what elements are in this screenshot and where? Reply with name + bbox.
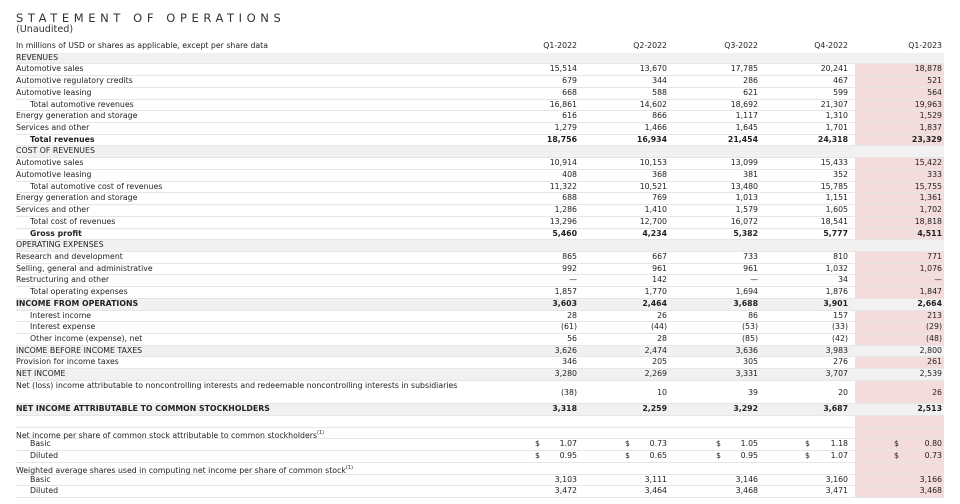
q1-2023-highlight	[855, 428, 944, 439]
value-cell-q4-2022: 1,032	[825, 263, 848, 273]
value-cell-q4-2022: 20,241	[820, 64, 848, 74]
value-cell-q1-2022: 3,603	[552, 298, 577, 308]
row-label	[16, 193, 476, 204]
value-cell-q2-2022: 205	[652, 357, 667, 367]
value-cell-q3-2022: —	[750, 275, 758, 285]
table-row	[16, 76, 944, 88]
value-cell-q4-2022: 1.18	[830, 439, 848, 449]
value-cell-q3-2022: 1,579	[735, 205, 758, 215]
table-row	[16, 346, 944, 358]
value-cell-q2-2022: 1,410	[644, 205, 667, 215]
row-label-text: Automotive sales	[16, 158, 84, 168]
value-cell-q3-2022: 0.95	[740, 451, 758, 461]
column-header-q2-2022: Q2-2022	[633, 41, 667, 50]
row-label-text: Basic	[30, 474, 51, 484]
row-label-text: NET INCOME ATTRIBUTABLE TO COMMON STOCKHOLDERS	[16, 404, 270, 414]
value-cell-q1-2022: 1.07	[559, 439, 577, 449]
row-label	[16, 382, 476, 390]
value-cell-q1-2022: 5,460	[552, 228, 577, 238]
currency-symbol: $	[805, 439, 810, 449]
row-label-text: Energy generation and storage	[16, 111, 138, 121]
value-cell-q1-2023: 1,702	[919, 205, 942, 215]
units-note: In millions of USD or shares as applicable, except per share data	[16, 41, 269, 50]
table-row	[16, 88, 944, 100]
row-label-text: COST OF REVENUES	[16, 146, 95, 156]
value-cell-q1-2022: 668	[562, 87, 577, 97]
value-cell-q3-2022: 86	[748, 310, 758, 320]
value-cell-q1-2022: 10,914	[549, 158, 577, 168]
spacer-row	[16, 416, 944, 428]
value-cell-q2-2022: 344	[652, 76, 667, 86]
value-cell-q1-2023: 0.73	[924, 451, 942, 461]
row-label	[16, 76, 476, 87]
value-cell-q1-2022: 3,626	[554, 345, 577, 355]
value-cell-q2-2022: 2,464	[642, 298, 667, 308]
value-cell-q2-2022: 4,234	[642, 228, 667, 238]
value-cell-q4-2022: 1,605	[825, 205, 848, 215]
row-label	[30, 311, 490, 322]
row-label	[16, 275, 476, 286]
row-label-text: Total operating expenses	[30, 287, 128, 297]
currency-symbol: $	[716, 439, 721, 449]
q1-2023-highlight	[855, 416, 944, 427]
row-label-text: OPERATING EXPENSES	[16, 240, 104, 250]
footnote-marker: (1)	[317, 429, 325, 436]
value-cell-q1-2022: 28	[567, 310, 577, 320]
value-cell-q2-2022: 10	[657, 387, 667, 397]
value-cell-q1-2023: 1,847	[919, 287, 942, 297]
table-row	[16, 475, 944, 487]
footnote-marker: (1)	[345, 464, 353, 471]
table-row	[16, 158, 944, 170]
row-label-text: Total cost of revenues	[30, 216, 116, 226]
value-cell-q4-2022: 34	[838, 275, 848, 285]
value-cell-q2-2022: 26	[657, 310, 667, 320]
value-cell-q4-2022: 3,471	[825, 486, 848, 496]
value-cell-q2-2022: 1,466	[644, 123, 667, 133]
value-cell-q2-2022: 2,269	[644, 369, 667, 379]
value-cell-q1-2023: 3,468	[919, 486, 942, 496]
value-cell-q1-2022: 1,286	[554, 205, 577, 215]
value-cell-q2-2022: 2,474	[644, 345, 667, 355]
value-cell-q4-2022: 3,707	[825, 369, 848, 379]
value-cell-q1-2022: 16,861	[549, 99, 577, 109]
table-row	[16, 381, 944, 404]
value-cell-q2-2022: 2,259	[642, 404, 667, 414]
row-label-text: INCOME FROM OPERATIONS	[16, 298, 139, 308]
value-cell-q2-2022: 3,464	[644, 486, 667, 496]
value-cell-q3-2022: 1.05	[740, 439, 758, 449]
row-label	[16, 299, 476, 310]
value-cell-q4-2022: 15,433	[820, 158, 848, 168]
row-label-text: Net income per share of common stock attributable to common stockholders	[16, 430, 318, 440]
row-label	[16, 357, 476, 368]
row-label	[16, 146, 476, 157]
value-cell-q1-2023: 564	[927, 87, 942, 97]
row-label-text: Basic	[30, 439, 51, 449]
value-cell-q1-2023: 2,513	[917, 404, 942, 414]
value-cell-q3-2022: 733	[743, 251, 758, 261]
row-label	[30, 439, 490, 450]
row-label-text: Services and other	[16, 205, 90, 215]
row-label	[16, 111, 476, 122]
value-cell-q2-2022: (44)	[650, 322, 667, 332]
table-row	[16, 428, 944, 440]
row-label	[30, 486, 490, 497]
row-label	[30, 217, 490, 228]
value-cell-q1-2023: 1,529	[919, 111, 942, 121]
value-cell-q1-2022: 679	[562, 76, 577, 86]
value-cell-q2-2022: 1,770	[644, 287, 667, 297]
row-label	[30, 135, 490, 146]
row-label-text: Other income (expense), net	[30, 333, 143, 343]
row-label	[30, 182, 490, 193]
value-cell-q3-2022: 1,694	[735, 287, 758, 297]
row-label-text: Gross profit	[30, 228, 82, 238]
value-cell-q4-2022: 5,777	[823, 228, 848, 238]
value-cell-q2-2022: 866	[652, 111, 667, 121]
table-row	[16, 463, 944, 475]
row-label	[30, 475, 490, 486]
value-cell-q3-2022: 39	[748, 387, 758, 397]
value-cell-q4-2022: 467	[833, 76, 848, 86]
table-row	[16, 123, 944, 135]
value-cell-q4-2022: 1,876	[825, 287, 848, 297]
value-cell-q2-2022: 28	[657, 333, 667, 343]
value-cell-q4-2022: 1.07	[830, 451, 848, 461]
value-cell-q1-2023: 0.80	[924, 439, 942, 449]
value-cell-q2-2022: 0.73	[649, 439, 667, 449]
value-cell-q1-2022: 56	[567, 333, 577, 343]
value-cell-q1-2023: 2,539	[919, 369, 942, 379]
value-cell-q4-2022: 276	[833, 357, 848, 367]
value-cell-q3-2022: 381	[743, 169, 758, 179]
currency-symbol: $	[535, 451, 540, 461]
table-row	[16, 299, 944, 311]
value-cell-q1-2023: (48)	[925, 333, 942, 343]
value-cell-q2-2022: 10,153	[639, 158, 667, 168]
row-label-text: Total revenues	[30, 134, 95, 144]
table-row	[16, 64, 944, 76]
value-cell-q2-2022: 0.65	[649, 451, 667, 461]
value-cell-q4-2022: 24,318	[817, 134, 848, 144]
value-cell-q3-2022: 18,692	[730, 99, 758, 109]
row-label	[30, 334, 490, 345]
table-row	[16, 252, 944, 264]
value-cell-q1-2022: 1,857	[554, 287, 577, 297]
table-row	[16, 111, 944, 123]
table-row	[16, 439, 944, 451]
row-label	[16, 404, 476, 415]
value-cell-q1-2023: 2,664	[917, 298, 942, 308]
table-row	[16, 404, 944, 416]
row-label-text: Automotive leasing	[16, 87, 92, 97]
value-cell-q3-2022: 3,468	[735, 486, 758, 496]
currency-symbol: $	[805, 451, 810, 461]
value-cell-q1-2023: 1,361	[919, 193, 942, 203]
value-cell-q2-2022: 16,934	[636, 134, 667, 144]
value-cell-q4-2022: 18,541	[820, 216, 848, 226]
value-cell-q3-2022: 1,013	[735, 193, 758, 203]
value-cell-q1-2023: 771	[927, 251, 942, 261]
row-label-text: Services and other	[16, 123, 90, 133]
value-cell-q1-2023: 15,755	[914, 181, 942, 191]
value-cell-q3-2022: 3,636	[735, 345, 758, 355]
value-cell-q3-2022: 3,292	[733, 404, 758, 414]
row-label	[16, 158, 476, 169]
value-cell-q4-2022: (33)	[831, 322, 848, 332]
value-cell-q4-2022: 810	[833, 251, 848, 261]
row-label	[16, 346, 476, 357]
value-cell-q1-2023: 521	[927, 76, 942, 86]
table-row	[16, 135, 944, 147]
value-cell-q1-2022: 0.95	[559, 451, 577, 461]
value-cell-q1-2023: 3,166	[919, 474, 942, 484]
row-label-text: Automotive sales	[16, 64, 84, 74]
column-header-q3-2022: Q3-2022	[724, 41, 758, 50]
row-label-text: NET INCOME	[16, 369, 66, 379]
currency-symbol: $	[894, 439, 899, 449]
row-label-text: Interest expense	[30, 322, 96, 332]
value-cell-q4-2022: (42)	[831, 333, 848, 343]
value-cell-q4-2022: 20	[838, 387, 848, 397]
value-cell-q2-2022: 3,111	[644, 474, 667, 484]
table-row	[16, 170, 944, 182]
value-cell-q1-2023: 1,837	[919, 123, 942, 133]
row-label	[16, 205, 476, 216]
value-cell-q3-2022: 1,645	[735, 123, 758, 133]
currency-symbol: $	[716, 451, 721, 461]
table-header-row	[16, 41, 944, 53]
value-cell-q4-2022: 1,310	[825, 111, 848, 121]
value-cell-q1-2023: 18,878	[914, 64, 942, 74]
value-cell-q3-2022: (85)	[741, 333, 758, 343]
table-body	[16, 53, 944, 498]
value-cell-q1-2022: 408	[562, 169, 577, 179]
table-row	[16, 205, 944, 217]
value-cell-q1-2022: 865	[562, 251, 577, 261]
column-header-q1-2022: Q1-2022	[543, 41, 577, 50]
value-cell-q1-2022: 3,318	[552, 404, 577, 414]
value-cell-q2-2022: 14,602	[639, 99, 667, 109]
row-label-text: Diluted	[30, 486, 59, 496]
statement-title: STATEMENT OF OPERATIONS	[16, 11, 286, 25]
value-cell-q3-2022: 621	[743, 87, 758, 97]
table-row	[16, 264, 944, 276]
value-cell-q1-2023: (29)	[925, 322, 942, 332]
value-cell-q1-2023: 1,076	[919, 263, 942, 273]
value-cell-q3-2022: 5,382	[733, 228, 758, 238]
value-cell-q2-2022: 588	[652, 87, 667, 97]
table-row	[16, 193, 944, 205]
value-cell-q2-2022: 769	[652, 193, 667, 203]
row-label-text: Total automotive revenues	[30, 99, 134, 109]
row-label-text: REVENUES	[16, 52, 59, 62]
value-cell-q3-2022: 1,117	[735, 111, 758, 121]
row-label	[16, 264, 476, 275]
value-cell-q1-2022: 3,472	[554, 486, 577, 496]
value-cell-q1-2023: 2,800	[919, 345, 942, 355]
row-label-text: Diluted	[30, 451, 59, 461]
row-label	[16, 123, 476, 134]
table-row	[16, 311, 944, 323]
section-header-row	[16, 53, 944, 65]
table-row	[16, 217, 944, 229]
value-cell-q1-2022: (38)	[560, 387, 577, 397]
value-cell-q1-2023: 261	[927, 357, 942, 367]
value-cell-q1-2022: 992	[562, 263, 577, 273]
value-cell-q1-2023: 333	[927, 169, 942, 179]
value-cell-q1-2023: 23,329	[911, 134, 942, 144]
value-cell-q4-2022: 352	[833, 169, 848, 179]
value-cell-q3-2022: 3,146	[735, 474, 758, 484]
row-label	[16, 88, 476, 99]
value-cell-q1-2023: 18,818	[914, 216, 942, 226]
value-cell-q1-2022: 11,322	[549, 181, 577, 191]
row-label	[16, 170, 476, 181]
table-row	[16, 322, 944, 334]
value-cell-q4-2022: 3,687	[823, 404, 848, 414]
value-cell-q1-2023: 4,511	[917, 228, 942, 238]
currency-symbol: $	[625, 439, 630, 449]
currency-symbol: $	[625, 451, 630, 461]
value-cell-q3-2022: 961	[743, 263, 758, 273]
value-cell-q3-2022: 3,331	[735, 369, 758, 379]
row-label	[30, 451, 490, 462]
table-row	[16, 287, 944, 299]
table-row	[16, 229, 944, 241]
row-label-text: Automotive leasing	[16, 169, 92, 179]
q1-2023-highlight	[855, 463, 944, 474]
value-cell-q4-2022: 3,160	[825, 474, 848, 484]
value-cell-q2-2022: 667	[652, 251, 667, 261]
value-cell-q1-2022: 688	[562, 193, 577, 203]
value-cell-q2-2022: 142	[652, 275, 667, 285]
value-cell-q2-2022: 12,700	[639, 216, 667, 226]
value-cell-q4-2022: 3,901	[823, 298, 848, 308]
table-row	[16, 100, 944, 112]
row-label-text: Selling, general and administrative	[16, 263, 153, 273]
value-cell-q3-2022: (53)	[741, 322, 758, 332]
section-header-row	[16, 146, 944, 158]
column-header-q4-2022: Q4-2022	[814, 41, 848, 50]
value-cell-q3-2022: 13,099	[730, 158, 758, 168]
value-cell-q4-2022: 1,151	[825, 193, 848, 203]
value-cell-q3-2022: 16,072	[730, 216, 758, 226]
table-row	[16, 369, 944, 381]
value-cell-q1-2023: —	[934, 275, 942, 285]
row-label-text: Weighted average shares used in computing net income per share of common stock	[16, 465, 346, 475]
value-cell-q3-2022: 17,785	[730, 64, 758, 74]
section-header-row	[16, 240, 944, 252]
value-cell-q1-2022: 15,514	[549, 64, 577, 74]
statement-subtitle: (Unaudited)	[16, 24, 74, 35]
row-label-text: Provision for income taxes	[16, 357, 119, 367]
value-cell-q2-2022: 961	[652, 263, 667, 273]
column-header-q1-2023: Q1-2023	[908, 41, 942, 50]
row-label-text: Total automotive cost of revenues	[30, 181, 163, 191]
value-cell-q2-2022: 368	[652, 169, 667, 179]
value-cell-q3-2022: 21,454	[727, 134, 758, 144]
value-cell-q1-2023: 26	[932, 387, 942, 397]
row-label	[16, 240, 476, 251]
statement-table	[16, 41, 944, 498]
value-cell-q4-2022: 21,307	[820, 99, 848, 109]
table-row	[16, 182, 944, 194]
table-row	[16, 275, 944, 287]
value-cell-q1-2023: 213	[927, 310, 942, 320]
row-label	[16, 252, 476, 263]
value-cell-q2-2022: 13,670	[639, 64, 667, 74]
value-cell-q3-2022: 305	[743, 357, 758, 367]
row-label	[30, 322, 490, 333]
row-label-text: Restructuring and other	[16, 275, 110, 285]
row-label	[30, 100, 490, 111]
row-label-text: Net (loss) income attributable to noncontrolling interests and redeemable noncontrolling interests in subsidiaries	[16, 380, 458, 390]
value-cell-q1-2023: 19,963	[914, 99, 942, 109]
value-cell-q1-2022: 1,279	[554, 123, 577, 133]
row-label-text: Automotive regulatory credits	[16, 76, 133, 86]
row-label	[30, 287, 490, 298]
value-cell-q1-2023: 15,422	[914, 158, 942, 168]
row-label-text: INCOME BEFORE INCOME TAXES	[16, 345, 143, 355]
value-cell-q3-2022: 3,688	[733, 298, 758, 308]
value-cell-q1-2022: 616	[562, 111, 577, 121]
row-label	[16, 53, 476, 64]
value-cell-q1-2022: 3,280	[554, 369, 577, 379]
value-cell-q2-2022: 10,521	[639, 181, 667, 191]
value-cell-q1-2022: 13,296	[549, 216, 577, 226]
value-cell-q1-2022: —	[569, 275, 577, 285]
currency-symbol: $	[535, 439, 540, 449]
value-cell-q4-2022: 3,983	[825, 345, 848, 355]
row-label-text: Interest income	[30, 310, 92, 320]
value-cell-q4-2022: 1,701	[825, 123, 848, 133]
value-cell-q4-2022: 157	[833, 310, 848, 320]
table-row	[16, 486, 944, 498]
value-cell-q4-2022: 599	[833, 87, 848, 97]
value-cell-q1-2022: (61)	[560, 322, 577, 332]
row-label-text: Energy generation and storage	[16, 193, 138, 203]
row-label	[16, 64, 476, 75]
table-row	[16, 334, 944, 346]
row-label	[16, 369, 476, 380]
currency-symbol: $	[894, 451, 899, 461]
value-cell-q4-2022: 15,785	[820, 181, 848, 191]
row-label-text: Research and development	[16, 251, 123, 261]
value-cell-q3-2022: 13,480	[730, 181, 758, 191]
value-cell-q1-2022: 346	[562, 357, 577, 367]
value-cell-q3-2022: 286	[743, 76, 758, 86]
row-label	[30, 229, 490, 240]
table-row	[16, 451, 944, 463]
value-cell-q1-2022: 3,103	[554, 474, 577, 484]
value-cell-q1-2022: 18,756	[546, 134, 577, 144]
table-row	[16, 357, 944, 369]
